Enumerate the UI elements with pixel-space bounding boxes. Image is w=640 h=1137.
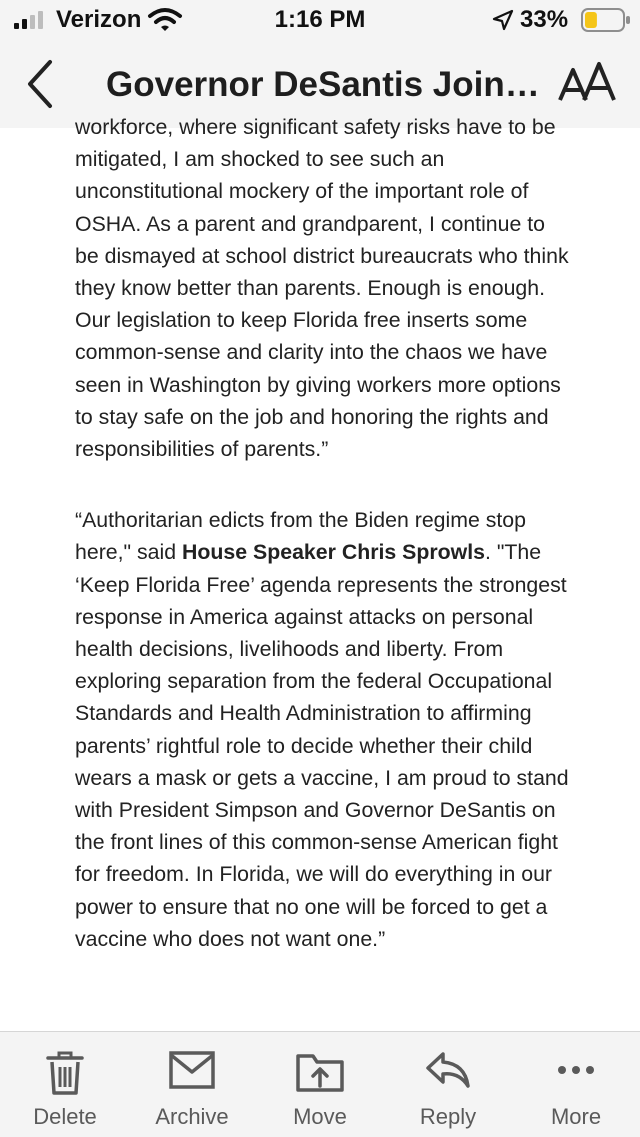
delete-label: Delete [33, 1104, 97, 1129]
move-folder-icon [295, 1050, 345, 1096]
paragraph-spacer [75, 465, 570, 504]
article-paragraph: workforce, where significant safety risks have to be mitigated, I am shocked to see such an unconstitutional mockery of the important role of OSHA. As a parent and grandparent, I continue to be dismayed at school district bureaucrats who think they know better than parents. Enough is enough. Our legislation to keep Florida free inserts some common-sense and clarity into the chaos we have seen in Washington by giving workers more options to stay safe on the job and honoring the rights and responsibilities of parents.” [75, 115, 569, 462]
archive-button[interactable] [132, 1032, 252, 1137]
chevron-left-icon [18, 56, 64, 112]
reply-label: Reply [419, 1104, 477, 1129]
reply-icon [425, 1050, 471, 1090]
carrier-name: Verizon [56, 6, 142, 33]
page-title: Governor DeSantis Join… [106, 65, 540, 104]
quote-body: . "The ‘Keep Florida Free’ agenda represents the strongest response in America against attacks on personal health decisions, livelihoods and liberty. From exploring separation from the federal Occupational Standards and Health Administration to affirming parents’ rightful role to decide whether their child wears a mask or gets a vaccine, I am proud to stand with President Simpson and Governor DeSantis on the front lines of this common-sense American fight for freedom. In Florida, we will do everything in our power to ensure that no one will be forced to get a vaccine who does not want one.” [75, 540, 569, 951]
location-arrow-icon [492, 9, 514, 31]
speaker-name: House Speaker Chris Sprowls [182, 540, 486, 565]
move-label: Move [293, 1104, 347, 1129]
archive-icon [168, 1050, 216, 1090]
more-button[interactable] [516, 1032, 636, 1137]
quote-opening: “Authoritarian edicts from the Biden regime stop here," said [75, 508, 526, 565]
bottom-toolbar [0, 1031, 640, 1137]
status-bar [0, 0, 640, 40]
article-text [75, 111, 570, 955]
article-paragraph [75, 504, 570, 955]
text-size-icon [556, 60, 618, 106]
more-label: More [550, 1104, 602, 1129]
back-button[interactable] [18, 56, 64, 112]
status-time: 1:16 PM [274, 6, 366, 33]
message-body [0, 115, 640, 1031]
archive-label: Archive [155, 1104, 229, 1129]
trash-icon [45, 1050, 85, 1096]
delete-button[interactable] [5, 1032, 125, 1137]
battery-percent: 33% [520, 6, 569, 33]
battery-icon [581, 8, 631, 32]
reply-button[interactable] [388, 1032, 508, 1137]
move-button[interactable] [260, 1032, 380, 1137]
more-dots-icon [556, 1050, 596, 1090]
text-size-button[interactable] [556, 60, 618, 106]
